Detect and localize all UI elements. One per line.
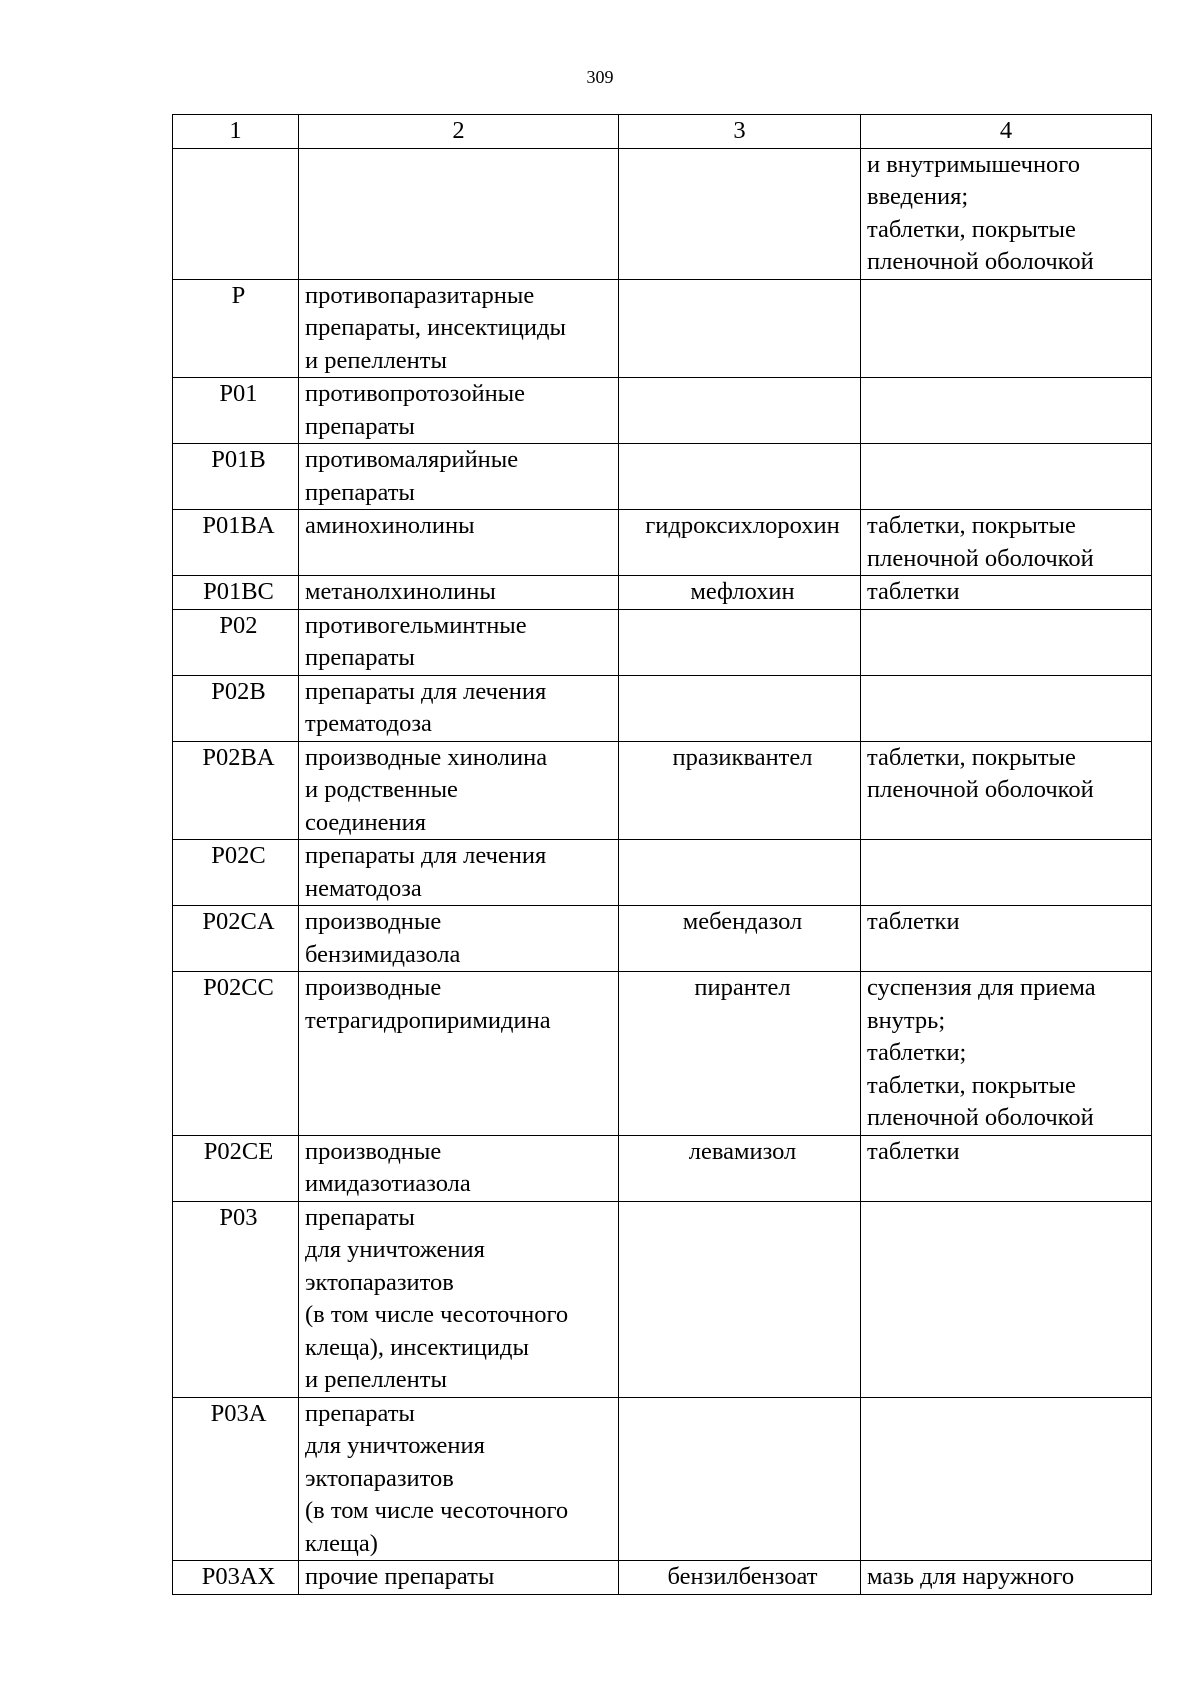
dosage-form-line: пленочной оболочкой (867, 776, 1094, 803)
table-row (173, 906, 1152, 972)
group-name-line: и репелленты (305, 346, 447, 374)
drug-name-cell (619, 1201, 861, 1397)
table-row (173, 1397, 1152, 1561)
atc-code-cell (173, 148, 299, 279)
drug-name-cell (619, 378, 861, 444)
group-name-line: (в том числе чесоточного (305, 1301, 569, 1328)
atc-code-cell: P02CE (173, 1135, 299, 1201)
drug-name-cell (619, 444, 861, 510)
group-name-line: метанолхинолины (305, 578, 496, 605)
group-name-line: препараты (305, 644, 415, 671)
dosage-form-line: и внутримышечного (867, 150, 1080, 178)
dosage-form-cell (861, 279, 1152, 378)
group-name-cell (299, 906, 619, 972)
dosage-form-line: таблетки, покрытые (867, 215, 1076, 243)
dosage-form-cell (861, 576, 1152, 610)
group-name-line: трематодоза (305, 710, 432, 737)
group-name-cell (299, 148, 619, 279)
drug-name-cell (619, 609, 861, 675)
table-row (173, 840, 1152, 906)
atc-code-cell: P03A (173, 1397, 299, 1561)
group-name-line: препараты (305, 478, 415, 506)
dosage-form-cell (861, 510, 1152, 576)
group-name-line: аминохинолины (305, 512, 475, 539)
drug-name-cell: пирантел (619, 972, 861, 1136)
table-row (173, 148, 1152, 279)
table-row (173, 444, 1152, 510)
group-name-line: противопротозойные (305, 380, 526, 407)
atc-code-cell: P03 (173, 1201, 299, 1397)
dosage-form-cell (861, 148, 1152, 279)
group-name-line: и родственные (305, 776, 458, 803)
dosage-form-cell (861, 444, 1152, 510)
table-row (173, 1135, 1152, 1201)
group-name-line: препараты (305, 1203, 415, 1231)
group-name-cell (299, 444, 619, 510)
atc-code-cell: P01BC (173, 576, 299, 610)
group-name-cell (299, 840, 619, 906)
group-name-line: препараты для лечения (305, 677, 547, 705)
dosage-form-line: введения; (867, 183, 969, 210)
group-name-cell (299, 972, 619, 1136)
dosage-form-line: таблетки, покрытые (867, 512, 1076, 539)
group-name-line: препараты (305, 412, 415, 440)
group-name-cell (299, 609, 619, 675)
dosage-form-cell (861, 1397, 1152, 1561)
atc-code-cell: P02CA (173, 906, 299, 972)
dosage-form-cell (861, 378, 1152, 444)
group-name-line: противомалярийные (305, 446, 519, 473)
group-name-cell (299, 741, 619, 840)
atc-code-cell: P02B (173, 675, 299, 741)
drug-name-cell: мефлохин (619, 576, 861, 610)
dosage-form-line: пленочной оболочкой (867, 544, 1094, 572)
atc-code-cell: P02BA (173, 741, 299, 840)
group-name-cell (299, 675, 619, 741)
group-name-line: и репелленты (305, 1366, 447, 1393)
table-row (173, 609, 1152, 675)
group-name-line: препараты (305, 1399, 415, 1427)
table-row (173, 510, 1152, 576)
group-name-line: производные (305, 908, 442, 935)
group-name-cell (299, 279, 619, 378)
drug-name-cell: левамизол (619, 1135, 861, 1201)
dosage-form-cell (861, 675, 1152, 741)
group-name-line: нематодоза (305, 874, 422, 902)
group-name-line: эктопаразитов (305, 1268, 454, 1296)
dosage-form-line: таблетки (867, 1137, 960, 1165)
group-name-cell (299, 1561, 619, 1595)
group-name-line: для уничтожения (305, 1432, 485, 1459)
table-header-row (173, 115, 1152, 149)
group-name-cell (299, 1397, 619, 1561)
table-row (173, 675, 1152, 741)
dosage-form-line: таблетки, покрытые (867, 1071, 1076, 1099)
dosage-form-cell (861, 840, 1152, 906)
table-row (173, 576, 1152, 610)
dosage-form-cell (861, 906, 1152, 972)
column-header-3: 3 (619, 115, 861, 149)
drug-name-cell: празиквантел (619, 741, 861, 840)
group-name-line: тетрагидропиримидина (305, 1006, 551, 1034)
group-name-line: прочие препараты (305, 1563, 495, 1590)
group-name-line: (в том числе чесоточного (305, 1497, 569, 1524)
drug-name-cell (619, 279, 861, 378)
group-name-cell (299, 510, 619, 576)
drug-name-cell: гидроксихлорохин (619, 510, 861, 576)
group-name-line: противопаразитарные (305, 281, 535, 309)
medication-table (172, 114, 1152, 1595)
dosage-form-cell (861, 609, 1152, 675)
group-name-cell (299, 1135, 619, 1201)
column-header-1: 1 (173, 115, 299, 149)
group-name-line: препараты, инсектициды (305, 314, 566, 341)
atc-code-cell: P (173, 279, 299, 378)
column-header-2: 2 (299, 115, 619, 149)
group-name-line: эктопаразитов (305, 1464, 454, 1492)
group-name-line: производные (305, 974, 442, 1001)
dosage-form-cell (861, 1201, 1152, 1397)
atc-code-cell: P02C (173, 840, 299, 906)
atc-code-cell: P02CC (173, 972, 299, 1136)
group-name-line: препараты для лечения (305, 842, 547, 869)
dosage-form-line: внутрь; (867, 1006, 946, 1034)
group-name-cell (299, 378, 619, 444)
table-row (173, 279, 1152, 378)
dosage-form-line: таблетки, покрытые (867, 743, 1076, 771)
table-row (173, 1561, 1152, 1595)
page-number: 309 (586, 67, 614, 87)
dosage-form-cell (861, 741, 1152, 840)
group-name-line: производные хинолина (305, 743, 548, 771)
dosage-form-cell (861, 1135, 1152, 1201)
dosage-form-line: пленочной оболочкой (867, 248, 1094, 275)
dosage-form-line: пленочной оболочкой (867, 1104, 1094, 1131)
drug-name-cell: бензилбензоат (619, 1561, 861, 1595)
dosage-form-line: мазь для наружного (867, 1563, 1075, 1590)
dosage-form-line: таблетки (867, 578, 960, 605)
atc-code-cell: P01 (173, 378, 299, 444)
table-body (173, 148, 1152, 1594)
group-name-line: бензимидазола (305, 940, 461, 968)
group-name-cell (299, 1201, 619, 1397)
dosage-form-line: суспензия для приема (867, 974, 1096, 1001)
group-name-line: для уничтожения (305, 1236, 485, 1263)
table-row (173, 378, 1152, 444)
atc-code-cell: P01BA (173, 510, 299, 576)
atc-code-cell: P01B (173, 444, 299, 510)
table-row (173, 1201, 1152, 1397)
table-row (173, 972, 1152, 1136)
dosage-form-cell (861, 972, 1152, 1136)
group-name-line: соединения (305, 808, 427, 836)
drug-name-cell: мебендазол (619, 906, 861, 972)
drug-name-cell (619, 840, 861, 906)
group-name-line: клеща) (305, 1529, 378, 1557)
drug-name-cell (619, 675, 861, 741)
group-name-line: производные (305, 1137, 442, 1165)
atc-code-cell: P03AX (173, 1561, 299, 1595)
group-name-line: противогельминтные (305, 611, 527, 639)
drug-name-cell (619, 1397, 861, 1561)
group-name-cell (299, 576, 619, 610)
column-header-4: 4 (861, 115, 1152, 149)
dosage-form-line: таблетки; (867, 1039, 967, 1066)
table-row (173, 741, 1152, 840)
drug-name-cell (619, 148, 861, 279)
dosage-form-cell (861, 1561, 1152, 1595)
group-name-line: имидазотиазола (305, 1170, 471, 1197)
group-name-line: клеща), инсектициды (305, 1333, 529, 1361)
dosage-form-line: таблетки (867, 908, 960, 935)
atc-code-cell: P02 (173, 609, 299, 675)
